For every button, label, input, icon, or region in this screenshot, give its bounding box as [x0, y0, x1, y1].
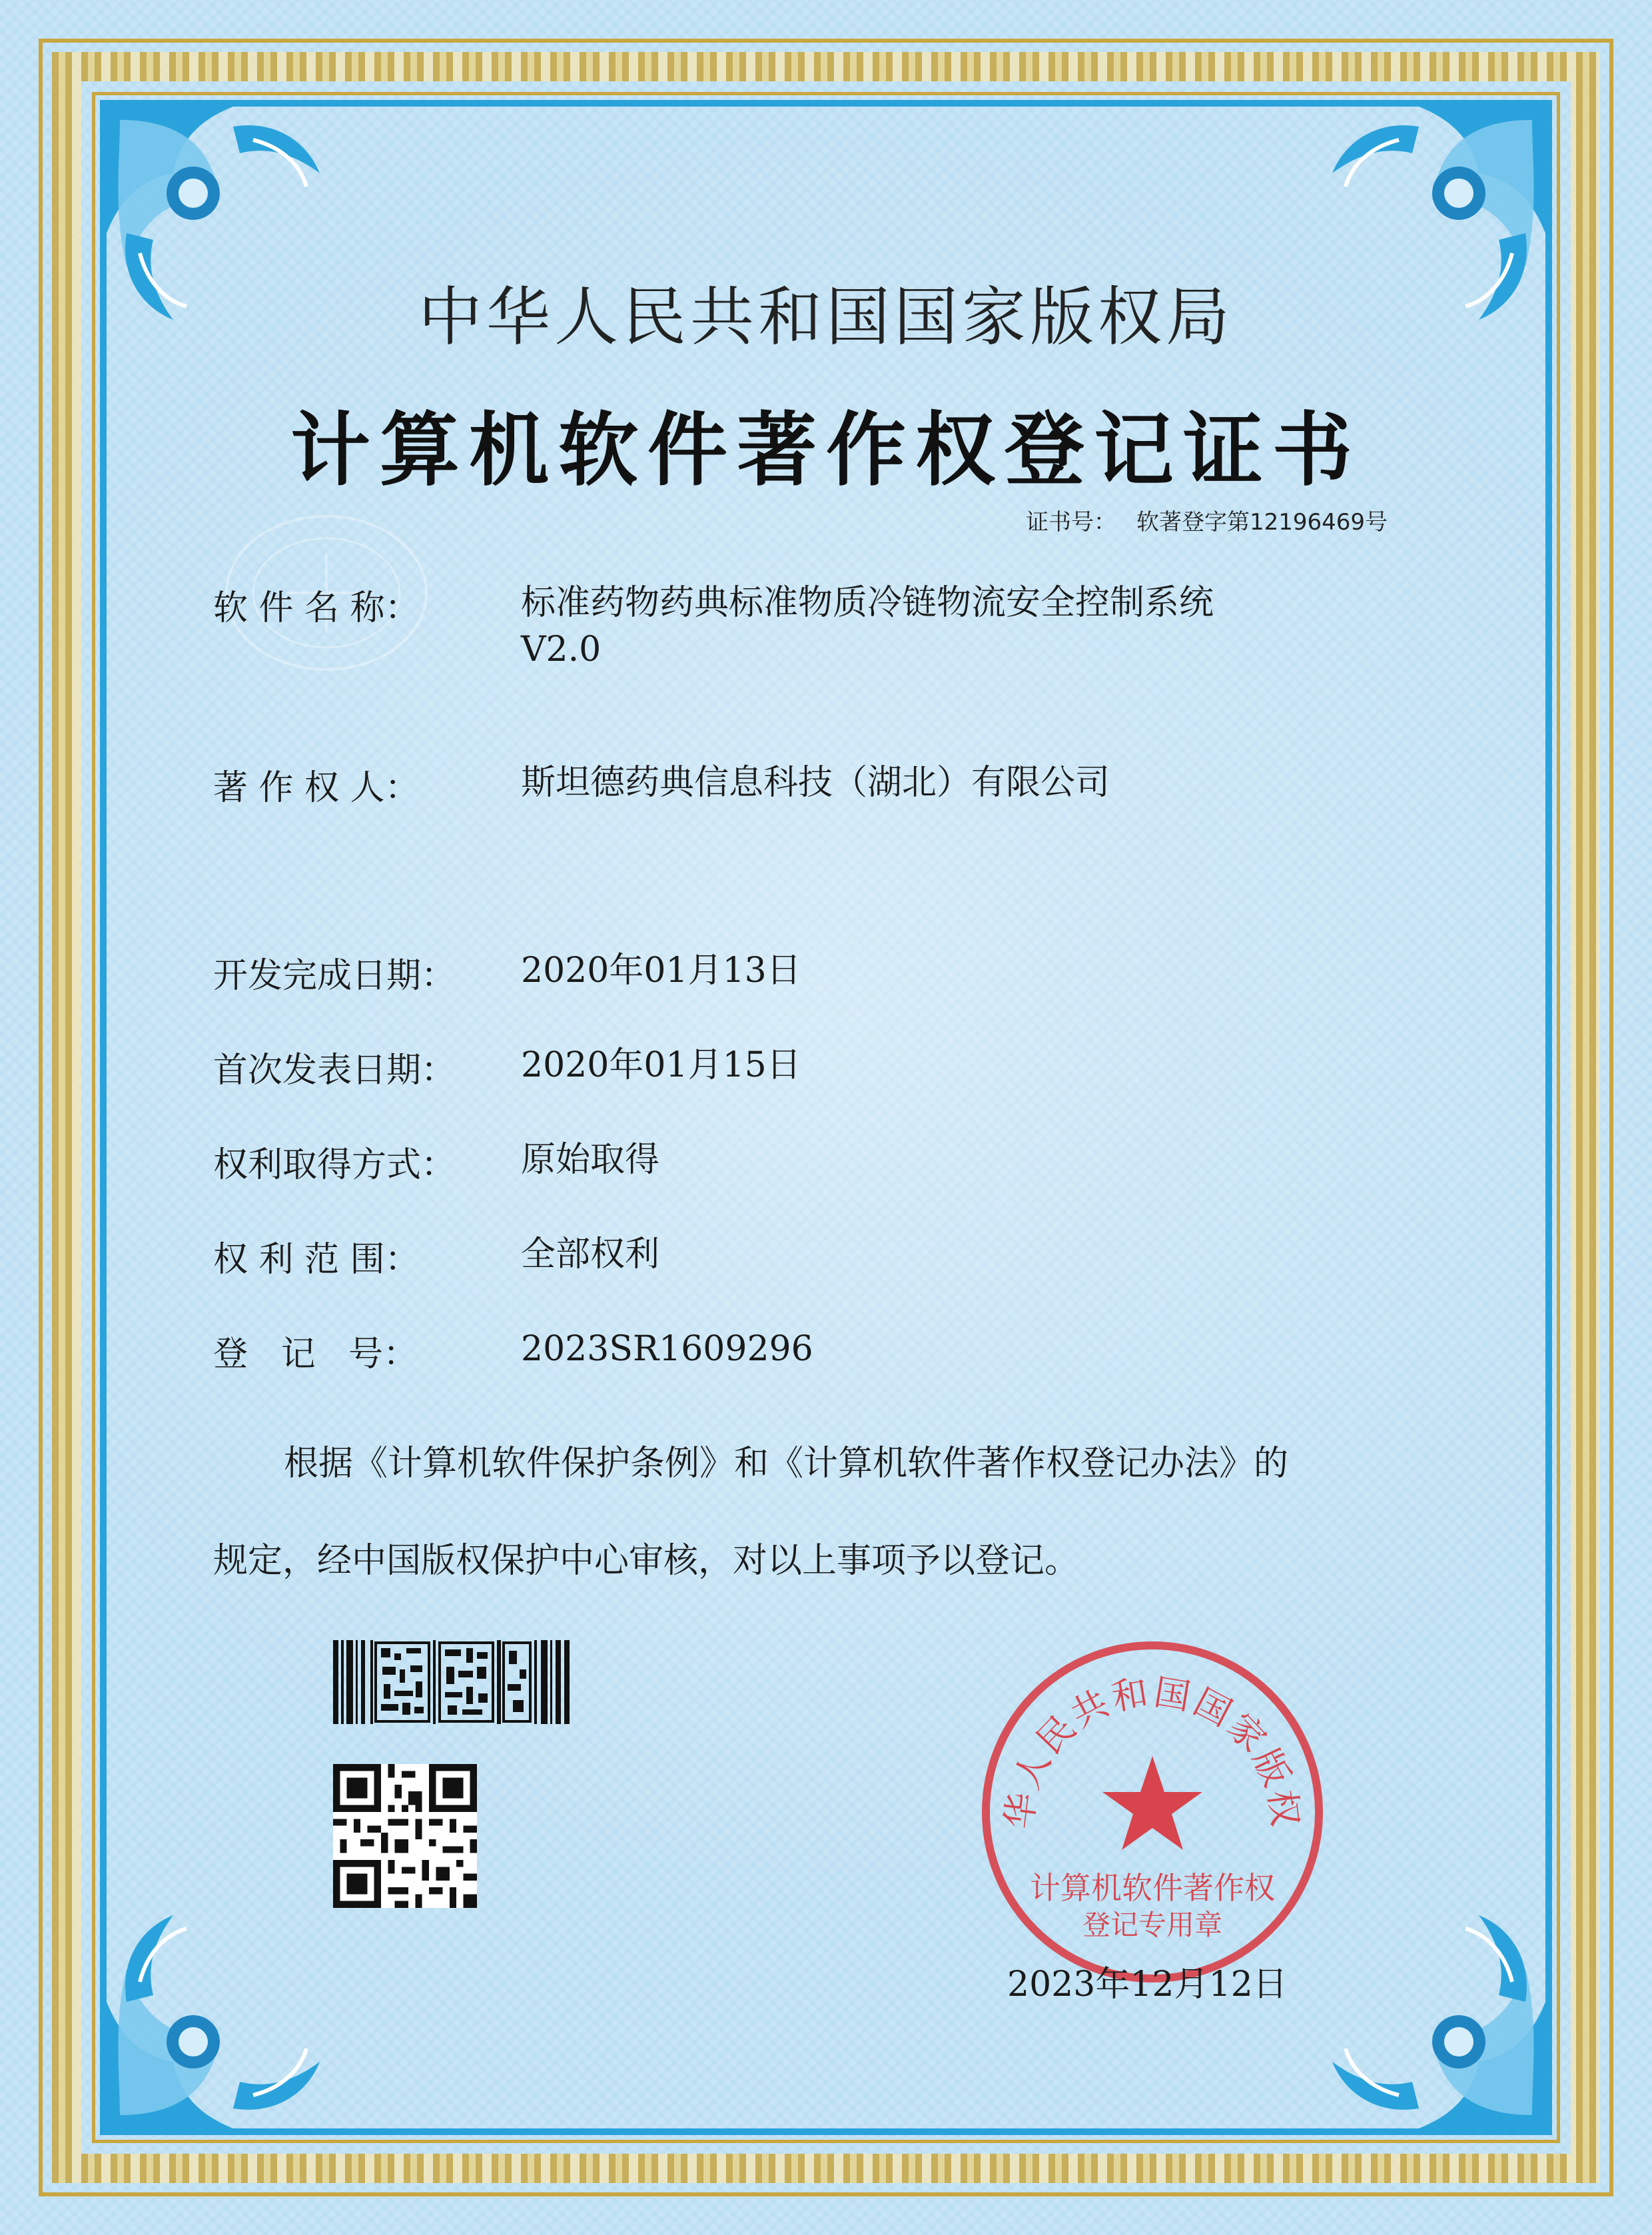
corner-ornament-bottom-left — [100, 1895, 340, 2135]
certificate-number — [1026, 504, 1388, 536]
official-seal — [966, 1625, 1339, 1999]
issuing-authority: 中华人民共和国国家版权局 — [418, 280, 1234, 354]
copyright-owner-value: 斯坦德药典信息科技（湖北）有限公司 — [521, 763, 1110, 803]
seal-ring-text: 华人民共和国国家版权 — [998, 1671, 1307, 1831]
field-label: 软 件 名 称： — [213, 588, 420, 628]
field-value — [521, 947, 1346, 997]
field-value — [521, 1326, 1346, 1376]
qr-code — [333, 1764, 477, 1908]
software-name-line: 标准药物药典标准物质冷链物流安全控制系统 — [521, 583, 1214, 623]
field-label: 登 记 号： — [213, 1334, 418, 1374]
field-label: 著 作 权 人： — [213, 768, 420, 808]
field-acquisition-method — [213, 1136, 1346, 1186]
field-value — [521, 1136, 1346, 1186]
field-label: 开发完成日期： — [213, 956, 456, 996]
rights-scope-value: 全部权利 — [521, 1234, 660, 1274]
barcode — [333, 1640, 570, 1724]
field-label: 权利取得方式： — [213, 1145, 456, 1185]
acquisition-method-value: 原始取得 — [521, 1140, 660, 1180]
statement-line-1: 根据《计算机软件保护条例》和《计算机软件著作权登记办法》的 — [284, 1444, 1289, 1484]
issue-date: 2023年12月12日 — [1007, 1965, 1288, 2005]
field-value — [521, 580, 1346, 673]
field-copyright-owner — [213, 759, 1346, 809]
certificate-number-value: 软著登字第12196469号 — [1136, 509, 1388, 536]
certificate-title: 计算机软件著作权登记证书 — [290, 403, 1362, 497]
field-first-publish-date — [213, 1042, 1346, 1092]
certificate-number-label: 证书号： — [1026, 509, 1116, 536]
field-development-date — [213, 947, 1346, 997]
field-rights-scope — [213, 1231, 1346, 1281]
field-registration-number — [213, 1326, 1346, 1376]
field-value — [521, 759, 1346, 809]
field-software-name — [213, 580, 1346, 673]
registration-number-value: 2023SR1609296 — [521, 1329, 813, 1369]
statement-line-2: 规定，经中国版权保护中心审核，对以上事项予以登记。 — [213, 1541, 1080, 1581]
seal-inner-line-1: 计算机软件著作权 — [1030, 1870, 1275, 1906]
software-version-line: V2.0 — [521, 630, 602, 670]
development-date-value: 2020年01月13日 — [521, 951, 801, 991]
field-label: 权 利 范 围： — [213, 1240, 420, 1280]
corner-ornament-bottom-right — [1312, 1895, 1552, 2135]
first-publish-date-value: 2020年01月15日 — [521, 1045, 801, 1085]
field-value — [521, 1042, 1346, 1092]
field-value — [521, 1231, 1346, 1281]
seal-inner-line-2: 登记专用章 — [1082, 1909, 1223, 1941]
field-label: 首次发表日期： — [213, 1051, 456, 1091]
